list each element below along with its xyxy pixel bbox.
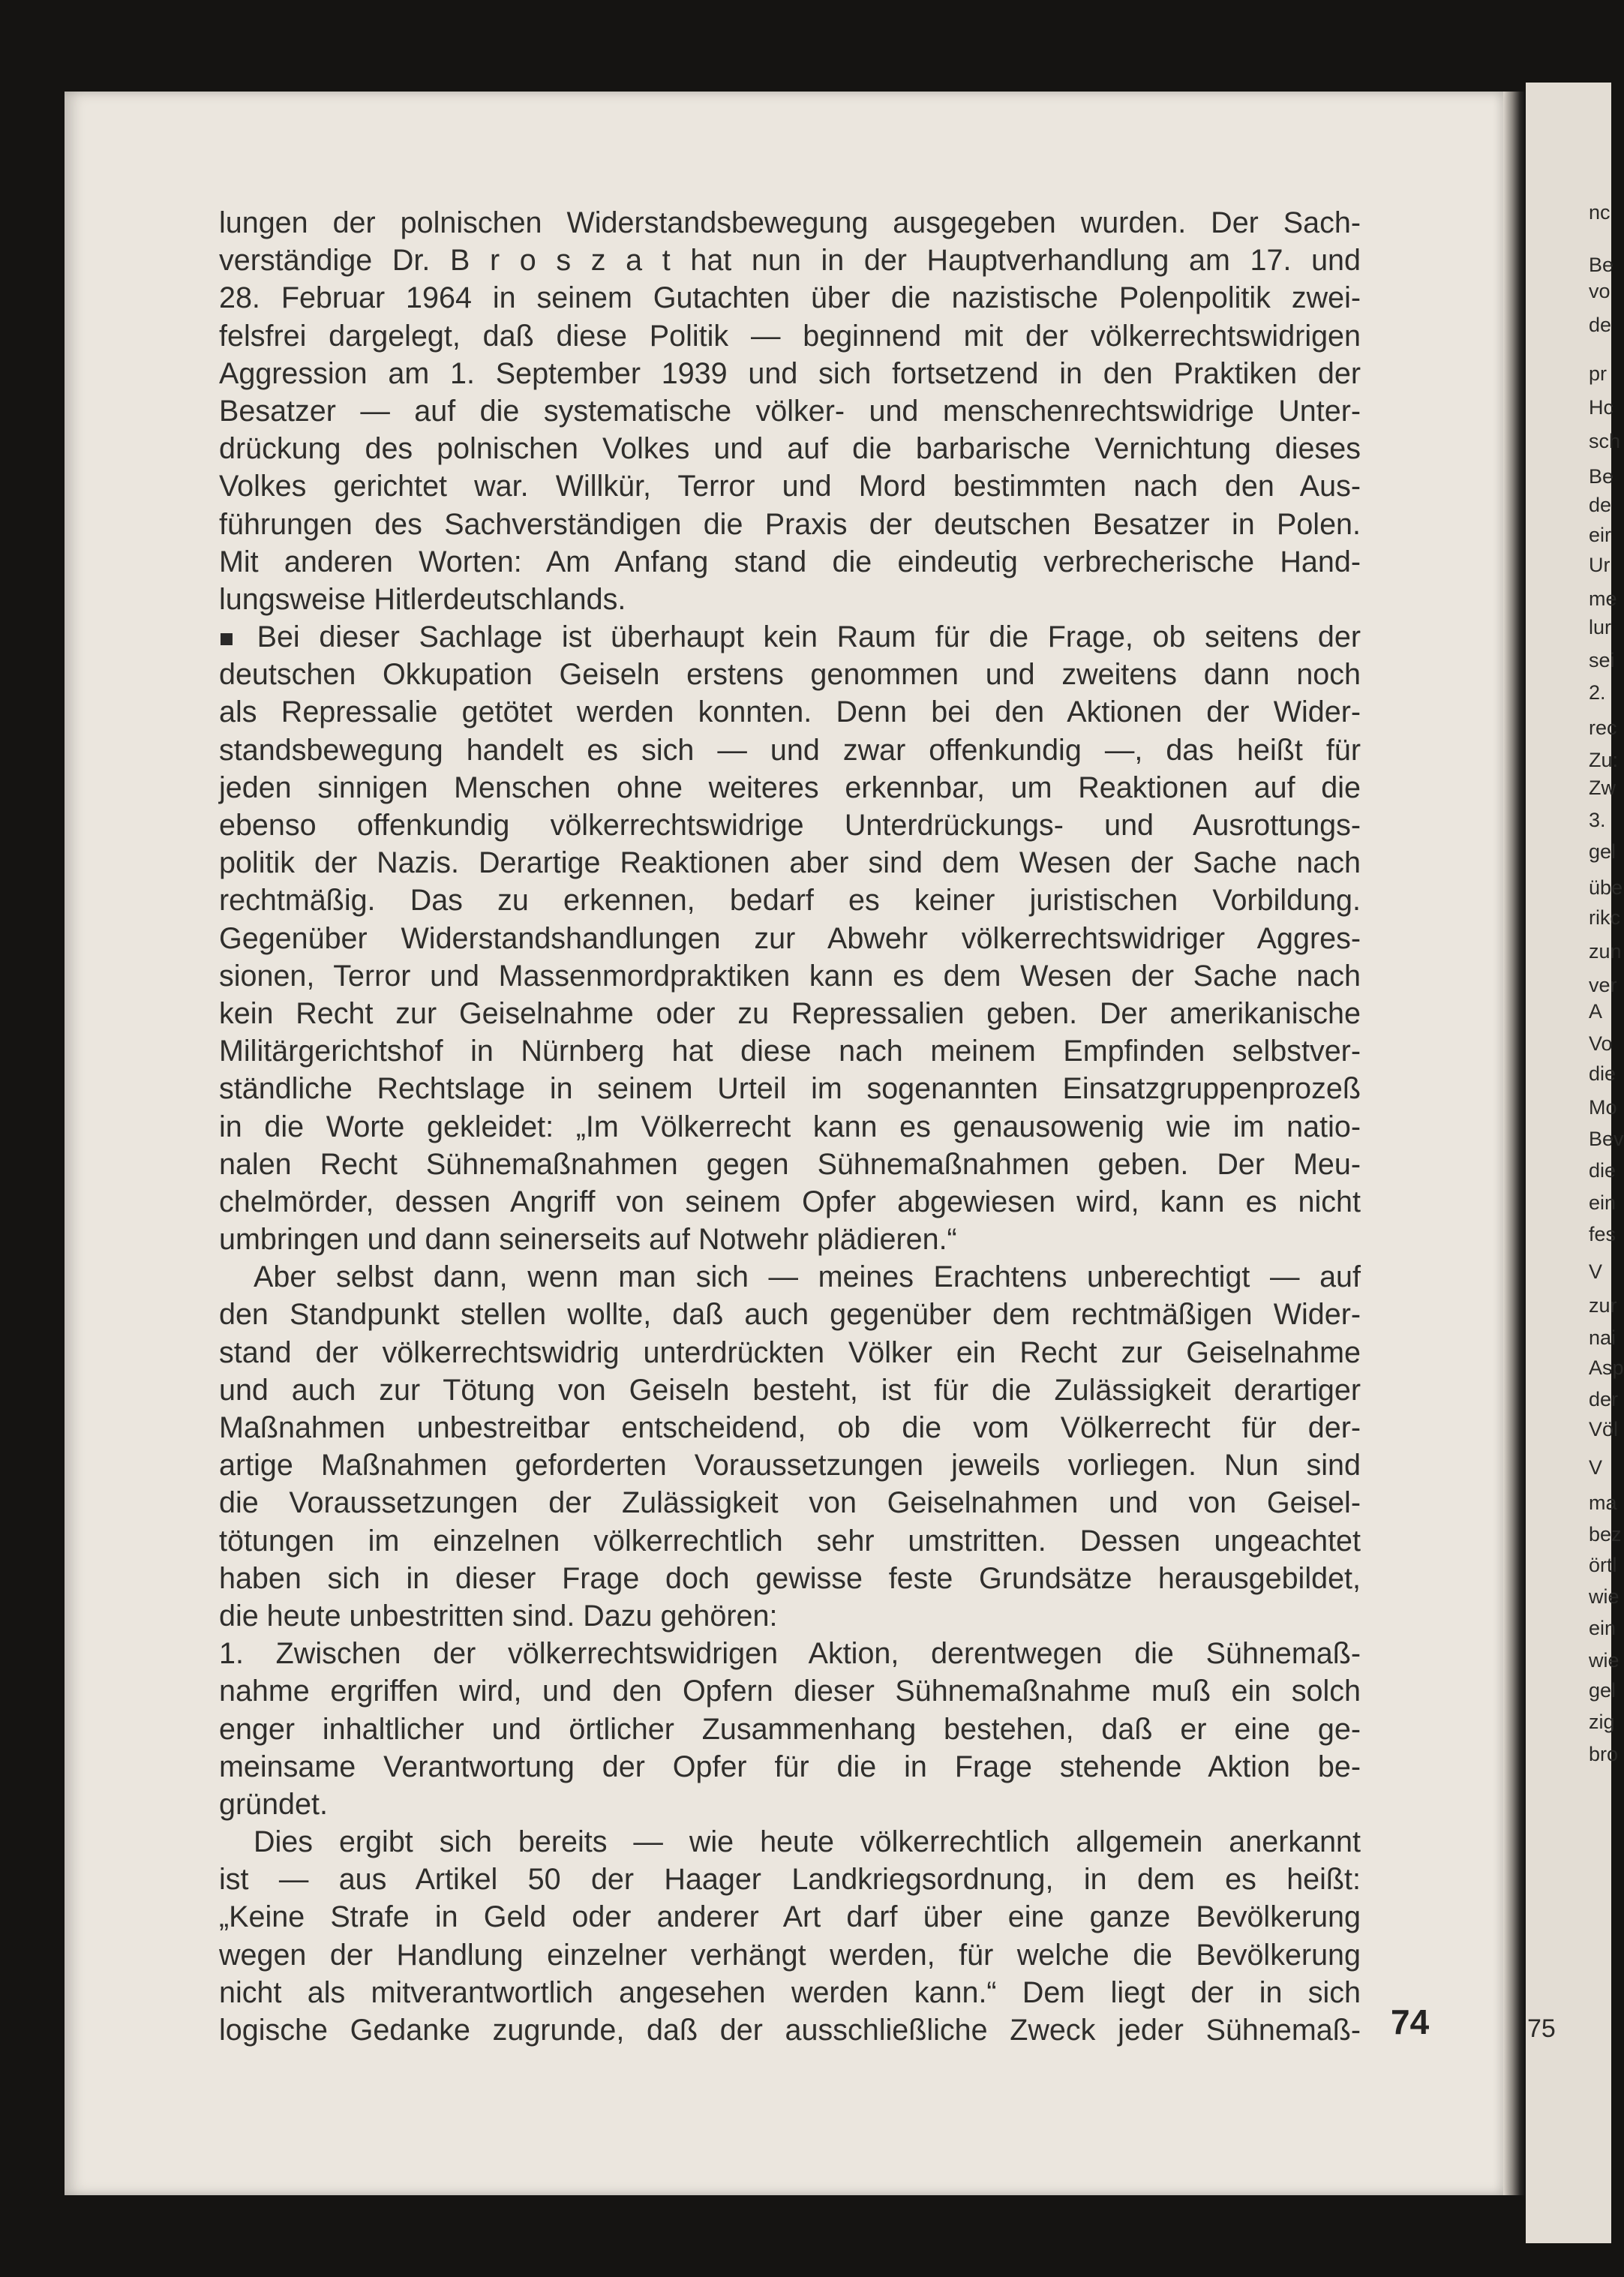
text-line-content: die Voraussetzungen der Zulässigkeit von Geiselnahmen und von Geisel-	[219, 1486, 1361, 1520]
text-line	[219, 882, 1361, 919]
book-gutter	[1503, 92, 1526, 2195]
text-line	[219, 920, 1361, 957]
next-page-fragment: der	[1589, 1388, 1619, 1410]
next-page-fragment: 2.	[1589, 681, 1606, 704]
next-page-fragment: Asp	[1589, 1356, 1624, 1379]
next-page-fragment: übe	[1589, 876, 1623, 899]
text-line-content: enger inhaltlicher und örtlicher Zusammenhang bestehen, daß er eine ge-	[219, 1712, 1361, 1746]
next-page-fragment: Bev	[1589, 1128, 1624, 1150]
text-line	[219, 355, 1361, 392]
book-page-right-partial	[1526, 83, 1624, 2243]
next-page-fragment: ma	[1589, 1491, 1617, 1514]
next-page-fragment: Vo	[1589, 1032, 1613, 1055]
next-page-fragment: die	[1589, 1159, 1616, 1182]
text-line-content: 1. Zwischen der völkerrechtswidrigen Aktion, derentwegen die Sühnemaß-	[219, 1637, 1361, 1671]
text-line	[219, 807, 1361, 844]
text-line-content: Maßnahmen unbestreitbar entscheidend, ob die vom Völkerrecht für der-	[219, 1411, 1361, 1444]
next-page-fragment: rec	[1589, 716, 1617, 739]
next-page-fragment: lur	[1589, 616, 1612, 638]
text-line	[219, 317, 1361, 355]
next-page-fragment: zur	[1589, 1294, 1617, 1317]
text-line-content: felsfrei dargelegt, daß diese Politik — beginnend mit der völkerrechtswidrigen	[219, 319, 1361, 353]
text-line	[219, 1108, 1361, 1146]
text-line	[219, 1146, 1361, 1183]
next-page-number: 75	[1527, 2014, 1556, 2043]
text-line	[219, 1635, 1361, 1672]
text-line-content: Aggression am 1. September 1939 und sich fortsetzend in den Praktiken der	[219, 356, 1361, 390]
next-page-fragment: de	[1589, 494, 1612, 516]
next-page-fragment: de	[1589, 314, 1612, 336]
text-line	[219, 844, 1361, 882]
next-page-fragment: Zu:	[1589, 749, 1619, 771]
next-page-fragment: Ur	[1589, 554, 1610, 576]
text-line-content: Bei dieser Sachlage ist überhaupt kein Raum für die Frage, ob seitens der	[257, 620, 1361, 654]
text-line	[219, 506, 1361, 543]
text-line-content: den Standpunkt stellen wollte, daß auch gegenüber dem rechtmäßigen Wider-	[219, 1298, 1361, 1332]
next-page-fragment: vo	[1589, 280, 1610, 302]
next-page-fragment: pr	[1589, 362, 1607, 385]
text-line-content: kein Recht zur Geiselnahme oder zu Repressalien geben. Der amerikanische	[219, 996, 1361, 1030]
text-line	[219, 1484, 1361, 1522]
next-page-fragment: ein	[1589, 1191, 1616, 1214]
text-line-content: Militärgerichtshof in Nürnberg hat diese nach meinem Empfinden selbstver-	[219, 1035, 1361, 1068]
text-line-content: Gegenüber Widerstandshandlungen zur Abwehr völkerrechtswidriger Aggres-	[219, 921, 1361, 955]
text-line	[219, 392, 1361, 430]
text-line-content: verständige Dr. B r o s z a t hat nun in der Hauptverhandlung am 17. und	[219, 244, 1361, 278]
next-page-fragment: Hc	[1589, 396, 1613, 419]
text-line-content: lungen der polnischen Widerstandsbewegung ausgegeben wurden. Der Sach-	[219, 206, 1361, 239]
text-line	[219, 957, 1361, 995]
text-line-content: ebenso offenkundig völkerrechtswidrige Unterdrückungs- und Ausrottungs-	[219, 809, 1361, 842]
text-line-content: Volkes gerichtet war. Willkür, Terror und Mord bestimmten nach den Aus-	[219, 470, 1361, 503]
text-line	[219, 995, 1361, 1032]
text-line-content: wegen der Handlung einzelner verhängt werden, für welche die Bevölkerung	[219, 1938, 1361, 1972]
text-line-content: sionen, Terror und Massenmordpraktiken kann es dem Wesen der Sache nach	[219, 959, 1361, 993]
text-line-content: standsbewegung handelt es sich — und zwar offenkundig —, das heißt für	[219, 733, 1361, 767]
next-page-fragment: bez	[1589, 1523, 1622, 1546]
text-line-content: führungen des Sachverständigen die Praxis der deutschen Besatzer in Polen.	[219, 507, 1361, 541]
next-page-fragment: nai	[1589, 1326, 1616, 1349]
text-line	[219, 204, 1361, 242]
text-line	[219, 1446, 1361, 1484]
text-line	[219, 430, 1361, 467]
page-body-text	[219, 204, 1361, 2049]
text-line-content: drückung des polnischen Volkes und auf die barbarische Vernichtung dieses	[219, 432, 1361, 466]
next-page-fragment: V	[1589, 1456, 1603, 1479]
next-page-fragment: sei	[1589, 649, 1615, 671]
next-page-fragment: wie	[1589, 1585, 1619, 1608]
text-line-content: meinsame Verantwortung der Opfer für die in Frage stehende Aktion be-	[219, 1750, 1361, 1783]
next-page-fragment: Zw	[1589, 777, 1616, 799]
next-page-fragment: Völ	[1589, 1418, 1619, 1440]
next-page-fragment: bro	[1589, 1743, 1619, 1765]
text-line	[219, 1597, 1361, 1635]
next-page-fragment: eir	[1589, 524, 1612, 546]
next-page-fragment: rikc	[1589, 906, 1620, 929]
text-line-content: nahme ergriffen wird, und den Opfern dieser Sühnemaßnahme muß ein solch	[219, 1675, 1361, 1708]
text-line	[219, 1221, 1361, 1258]
text-line	[219, 1560, 1361, 1597]
text-line-content: Dies ergibt sich bereits — wie heute völkerrechtlich allgemein anerkannt	[254, 1825, 1361, 1859]
text-line	[219, 1070, 1361, 1107]
text-line	[219, 1711, 1361, 1748]
next-page-fragment: fes	[1589, 1223, 1616, 1245]
text-line-content: lungsweise Hitlerdeutschlands.	[219, 582, 626, 616]
next-page-fragment: ver	[1589, 974, 1617, 996]
text-line-content: Mit anderen Worten: Am Anfang stand die eindeutig verbrecherische Hand-	[219, 545, 1361, 578]
text-line	[219, 1786, 1361, 1823]
next-page-fragment: Be	[1589, 254, 1614, 276]
next-page-fragment: ein	[1589, 1617, 1616, 1639]
text-line-content: nalen Recht Sühnemaßnahmen gegen Sühnemaßnahmen geben. Der Meu-	[219, 1147, 1361, 1181]
text-line	[219, 731, 1361, 769]
text-line-content: jeden sinnigen Menschen ohne weiteres erkennbar, um Reaktionen auf die	[219, 771, 1361, 804]
text-line	[219, 1371, 1361, 1409]
next-page-fragment: V	[1589, 1260, 1603, 1283]
next-page-fragment: nc	[1589, 201, 1610, 224]
page-number: 74	[1391, 2002, 1430, 2041]
text-line	[219, 242, 1361, 279]
next-page-fragment: 3.	[1589, 809, 1606, 831]
text-line	[219, 1183, 1361, 1221]
text-line-content: stand der völkerrechtswidrig unterdrückten Völker ein Recht zur Geiselnahme	[219, 1335, 1361, 1369]
next-page-fragment: zun	[1589, 940, 1622, 963]
next-page-fragment: gel	[1589, 1679, 1616, 1702]
text-line	[219, 1334, 1361, 1371]
text-line	[219, 1522, 1361, 1560]
text-line	[219, 1672, 1361, 1710]
text-line	[219, 1258, 1361, 1296]
next-page-fragment: me	[1589, 587, 1617, 610]
text-line	[219, 693, 1361, 731]
text-line	[219, 1974, 1361, 2011]
text-line	[219, 1898, 1361, 1936]
text-line-content: politik der Nazis. Derartige Reaktionen aber sind dem Wesen der Sache nach	[219, 846, 1361, 880]
next-page-fragment: sch	[1589, 430, 1621, 452]
text-line-content: nicht als mitverantwortlich angesehen werden kann.“ Dem liegt der in sich	[219, 1975, 1361, 2009]
text-line-content: haben sich in dieser Frage doch gewisse feste Grundsätze herausgebildet,	[219, 1561, 1361, 1595]
text-line-content: logische Gedanke zugrunde, daß der ausschließliche Zweck jeder Sühnemaß-	[219, 2014, 1361, 2047]
next-page-fragment: Be	[1589, 465, 1614, 488]
square-bullet-icon: ■	[219, 624, 245, 653]
text-line-content: als Repressalie getötet werden konnten. Denn bei den Aktionen der Wider-	[219, 695, 1361, 729]
text-line-content: rechtmäßig. Das zu erkennen, bedarf es keiner juristischen Vorbildung.	[219, 884, 1361, 918]
text-line	[219, 656, 1361, 693]
text-line	[219, 279, 1361, 317]
next-page-fragment: A	[1589, 1000, 1603, 1023]
text-line-content: ständliche Rechtslage in seinem Urteil im sogenannten Einsatzgruppenprozeß	[219, 1072, 1361, 1106]
text-line	[219, 467, 1361, 505]
next-page-fragment: Mo	[1589, 1096, 1617, 1119]
text-line-content: Aber selbst dann, wenn man sich — meines Erachtens unberechtigt — auf	[254, 1260, 1361, 1294]
next-page-fragment: die	[1589, 1062, 1616, 1085]
text-line-content: tötungen im einzelnen völkerrechtlich sehr umstritten. Dessen ungeachtet	[219, 1524, 1361, 1558]
next-page-fragment: zig	[1589, 1711, 1615, 1733]
text-line-content: ist — aus Artikel 50 der Haager Landkriegsordnung, in dem es heißt:	[219, 1863, 1361, 1897]
text-line	[219, 1823, 1361, 1861]
text-line	[219, 1296, 1361, 1333]
text-line	[219, 543, 1361, 581]
text-line-content: die heute unbestritten sind. Dazu gehören:	[219, 1599, 778, 1633]
text-line	[219, 769, 1361, 807]
text-line	[219, 2011, 1361, 2049]
text-line-content: gründet.	[219, 1787, 328, 1821]
text-line	[219, 1032, 1361, 1070]
text-line	[219, 1409, 1361, 1446]
text-line-content: umbringen und dann seinerseits auf Notwehr plädieren.“	[219, 1223, 957, 1257]
next-page-fragment: gel	[1589, 840, 1616, 863]
text-line-content: Besatzer — auf die systematische völker- und menschenrechtswidrige Unter-	[219, 394, 1361, 428]
text-line	[219, 1936, 1361, 1974]
text-line	[219, 618, 1361, 656]
text-line-content: 28. Februar 1964 in seinem Gutachten über die nazistische Polenpolitik zwei-	[219, 281, 1361, 315]
text-line	[219, 1861, 1361, 1898]
next-page-fragment: örtl	[1589, 1554, 1617, 1576]
text-line	[219, 1748, 1361, 1786]
text-line-content: und auch zur Tötung von Geiseln besteht, ist für die Zulässigkeit derartiger	[219, 1373, 1361, 1407]
text-line	[219, 581, 1361, 618]
next-page-fragment: wie	[1589, 1649, 1619, 1672]
text-line-content: in die Worte gekleidet: „Im Völkerrecht kann es genausowenig wie im natio-	[219, 1110, 1361, 1143]
text-line-content: „Keine Strafe in Geld oder anderer Art darf über eine ganze Bevölkerung	[219, 1900, 1361, 1934]
text-line-content: artige Maßnahmen geforderten Voraussetzungen jeweils vorliegen. Nun sind	[219, 1449, 1361, 1482]
text-line-content: deutschen Okkupation Geiseln erstens genommen und zweitens dann noch	[219, 658, 1361, 692]
text-line-content: chelmörder, dessen Angriff von seinem Opfer abgewiesen wird, kann es nicht	[219, 1185, 1361, 1218]
